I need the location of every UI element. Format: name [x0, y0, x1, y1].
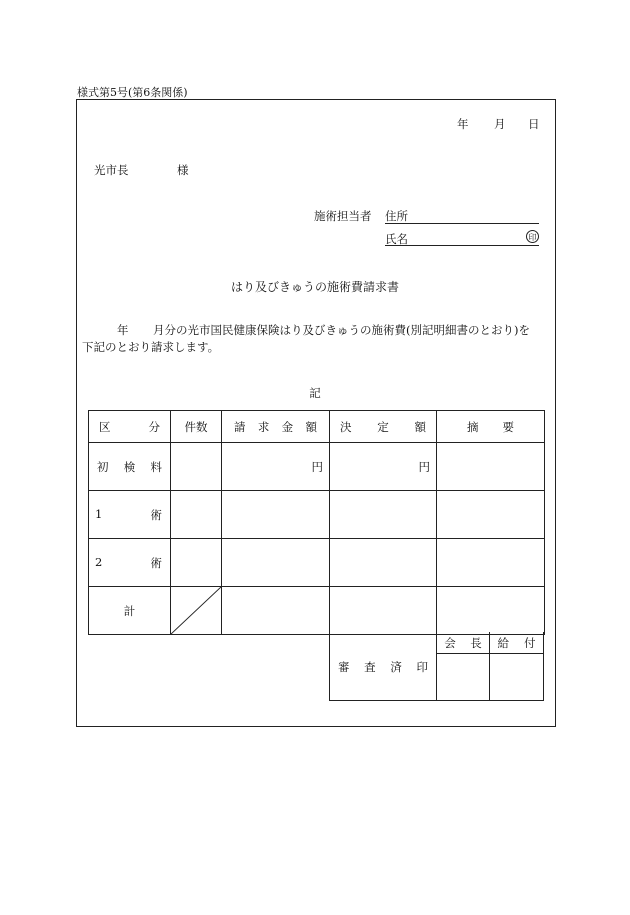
addressee-honorific: 様 — [177, 163, 189, 177]
header-category-text: 区 分 — [99, 419, 160, 434]
ki-marker: 記 — [309, 386, 321, 400]
header-count: 件数 — [171, 411, 222, 443]
date-year: 年 — [457, 117, 469, 131]
stamp-chair-header: 会 長 — [436, 632, 490, 654]
diagonal-line — [171, 587, 221, 634]
stamp-chair-box — [436, 653, 490, 701]
address-line — [385, 223, 539, 224]
header-decided: 決 定 額 — [330, 411, 437, 443]
stamp-label: 審 査 済 印 — [338, 660, 428, 674]
body-line-2: 下記のとおり請求します。 — [82, 340, 220, 354]
row-total-count-diagonal — [171, 587, 222, 635]
row-treatment-1-label: 1 術 — [89, 491, 171, 539]
table-row — [89, 587, 545, 635]
body-year: 年 — [117, 323, 129, 337]
seal-mark: 印 — [526, 230, 539, 243]
review-stamp-area — [329, 632, 544, 701]
form-number: 様式第5号(第6条関係) — [77, 86, 188, 99]
header-category — [89, 411, 171, 443]
row-initial-exam-label: 初 検 料 — [89, 443, 171, 491]
row-treatment-1-decided — [330, 491, 437, 539]
stamp-label-cell — [329, 632, 437, 701]
row-initial-exam-decided: 円 — [330, 443, 437, 491]
stamp-payment-header: 給 付 — [489, 632, 544, 654]
date-day: 日 — [528, 117, 540, 131]
row-treatment-2-label: 2 術 — [89, 539, 171, 587]
row-treatment-1-remarks — [437, 491, 545, 539]
claim-table — [88, 410, 545, 635]
name-label: 氏名 — [385, 232, 408, 246]
row-treatment-2-claim — [222, 539, 330, 587]
table-row — [89, 539, 545, 587]
row-treatment-2-remarks — [437, 539, 545, 587]
stamp-payment-box — [489, 653, 544, 701]
body-line-1: 月分の光市国民健康保険はり及びきゅうの施術費(別記明細書のとおり)を — [153, 323, 530, 337]
row-initial-exam-claim: 円 — [222, 443, 330, 491]
name-line — [385, 245, 539, 246]
row-treatment-2-count — [171, 539, 222, 587]
row-treatment-1-claim — [222, 491, 330, 539]
table-row — [89, 443, 545, 491]
table-header-row — [89, 411, 545, 443]
table-row — [89, 491, 545, 539]
document-title: はり及びきゅうの施術費請求書 — [230, 280, 399, 294]
practitioner-label: 施術担当者 — [314, 209, 372, 223]
addressee-name: 光市長 — [94, 163, 129, 177]
row-treatment-1-count — [171, 491, 222, 539]
row-total-claim — [222, 587, 330, 635]
date-month: 月 — [494, 117, 506, 131]
header-claim: 請 求 金 額 — [222, 411, 330, 443]
header-remarks: 摘 要 — [437, 411, 545, 443]
row-initial-exam-count — [171, 443, 222, 491]
row-treatment-2-decided — [330, 539, 437, 587]
row-total-label: 計 — [89, 587, 171, 635]
address-label: 住所 — [385, 209, 408, 223]
row-initial-exam-remarks — [437, 443, 545, 491]
row-total-remarks — [437, 587, 545, 635]
row-total-decided — [330, 587, 437, 635]
